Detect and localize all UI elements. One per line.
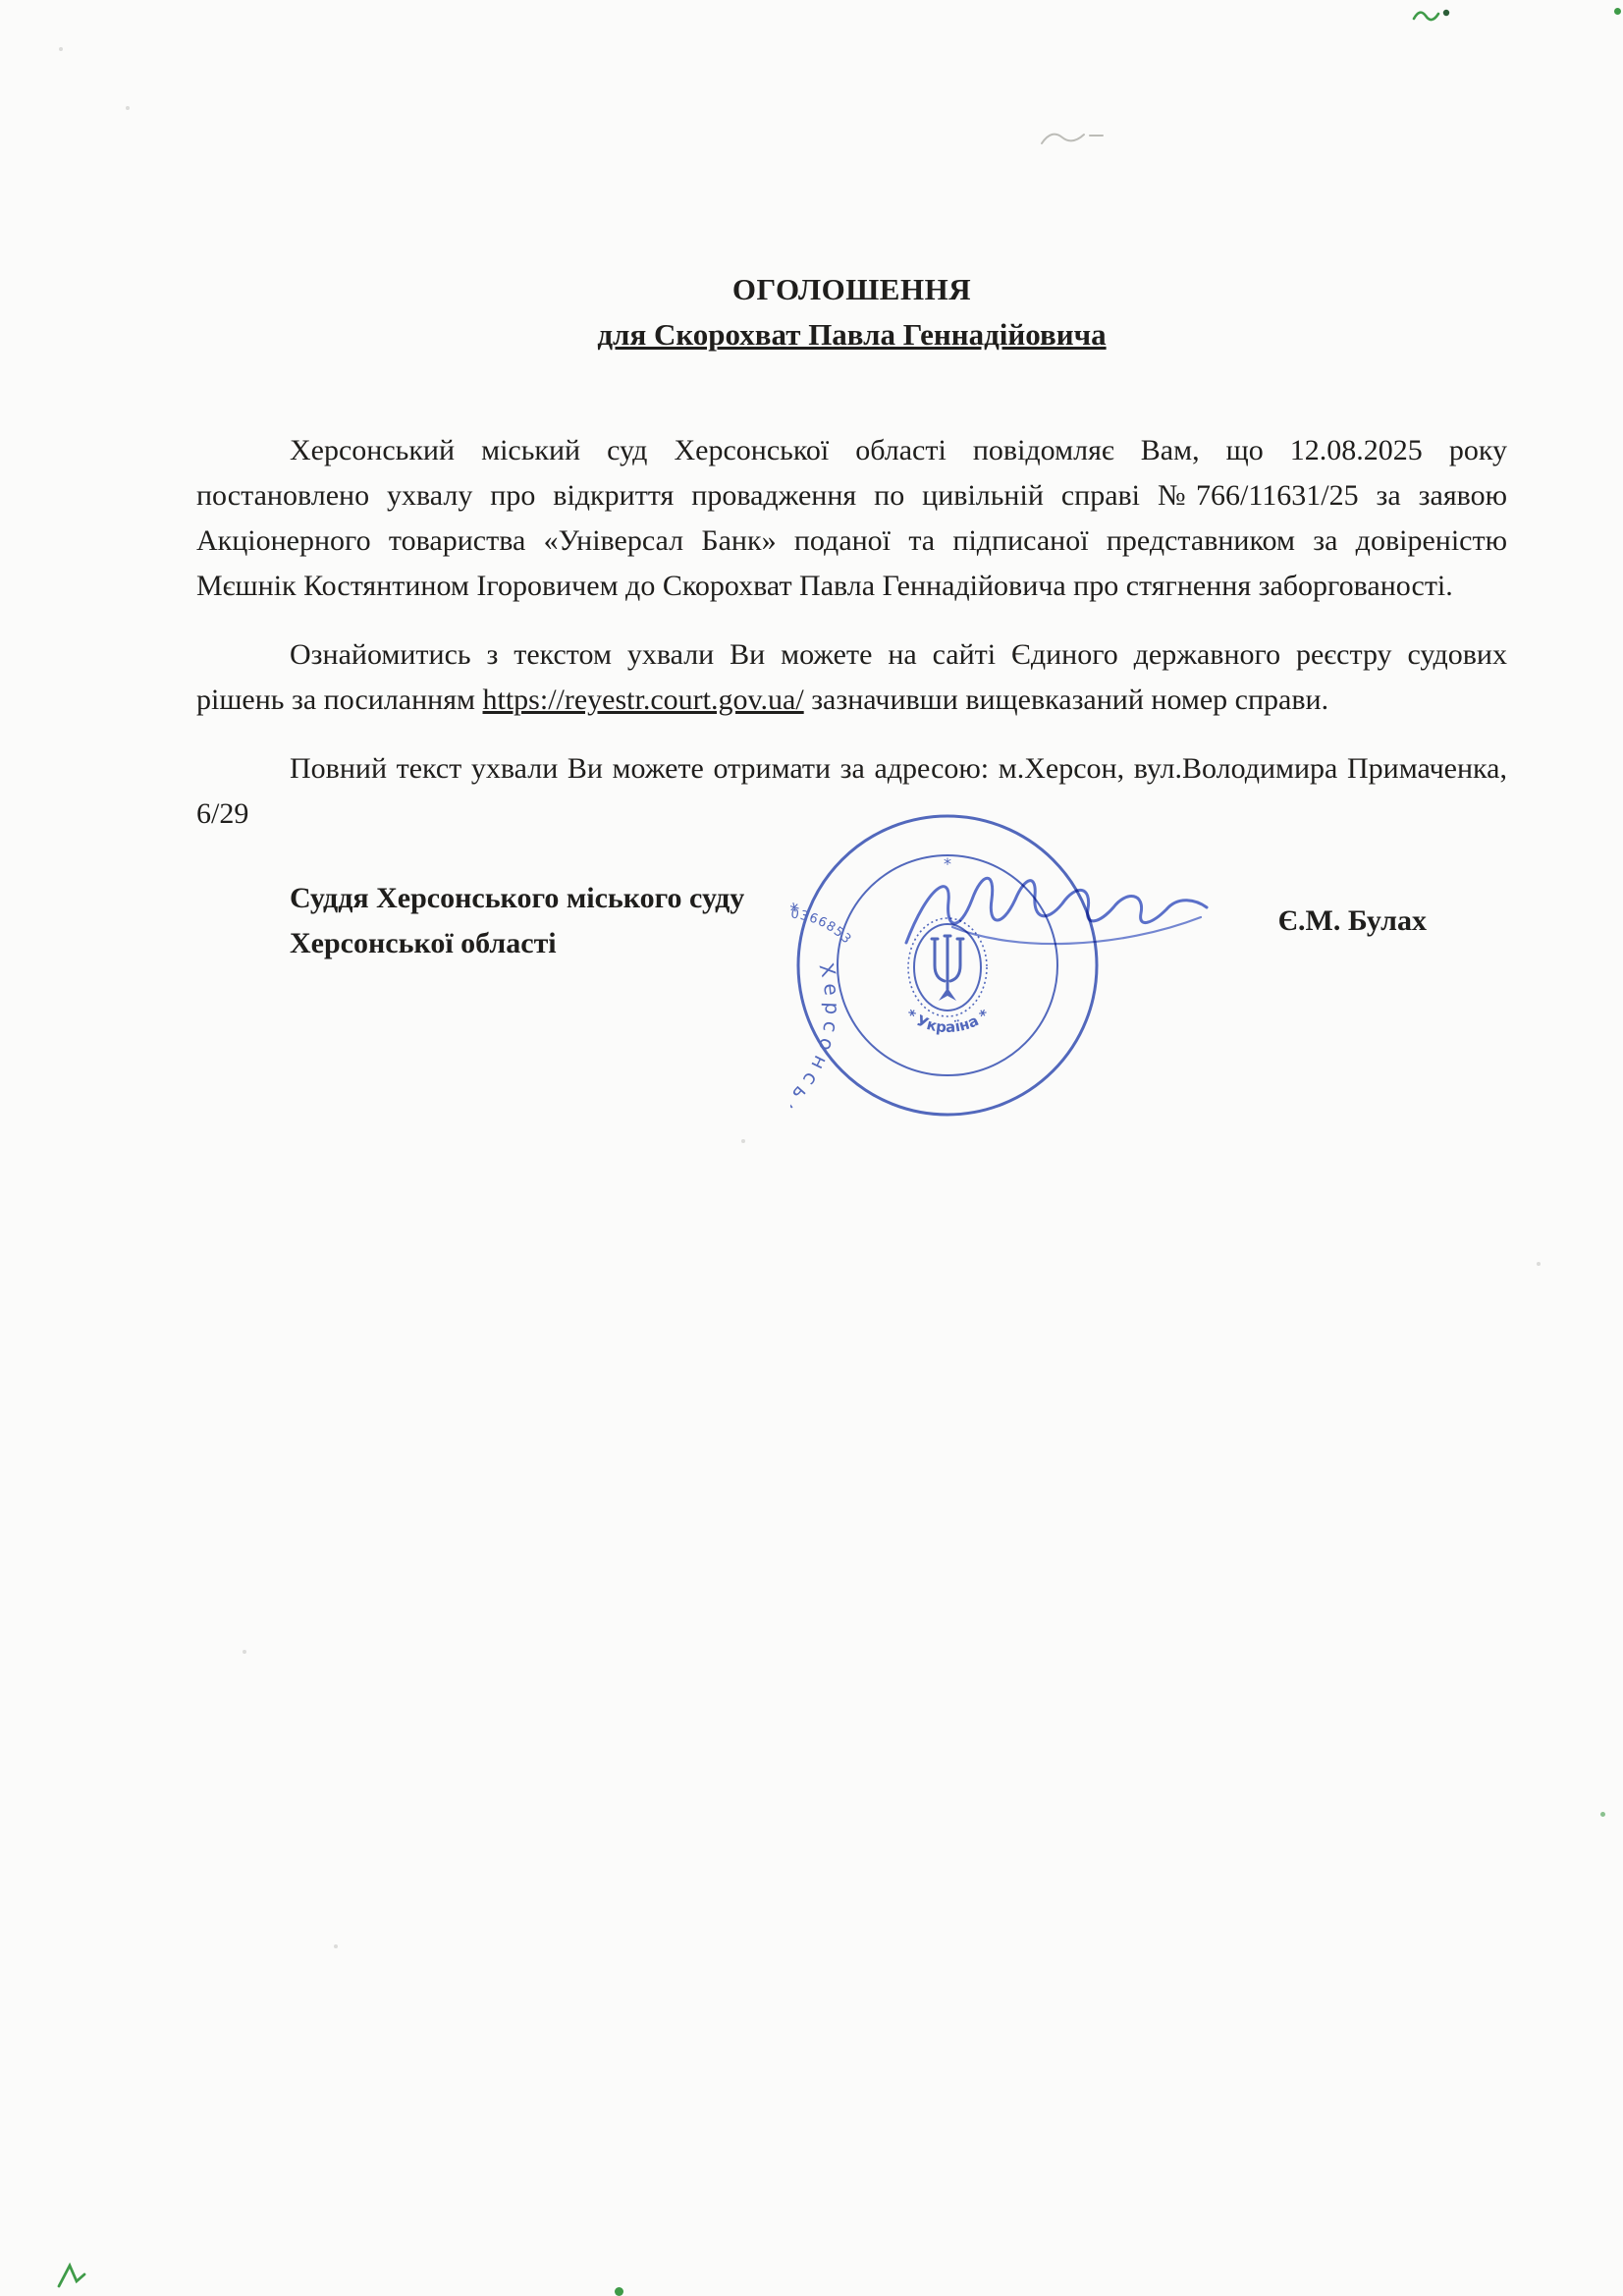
registry-link[interactable]: https://reyestr.court.gov.ua/ xyxy=(482,683,804,716)
registry-text-pre: Ознайомитись з текстом ухвали Ви можете на сайті Єдиного державного реєстру судових рішень за посиланням xyxy=(196,638,1507,716)
judge-role xyxy=(290,876,744,966)
document-subtitle: для Скорохват Павла Геннадійовича xyxy=(597,317,1107,352)
scan-speck xyxy=(334,1944,338,1948)
scan-speck xyxy=(1537,1262,1541,1266)
judge-role-line1: Суддя Херсонського міського суду xyxy=(290,882,745,914)
stamp-id-code-text: 0366853 xyxy=(790,906,855,948)
scan-artifact-green-dot-bottom xyxy=(615,2287,623,2296)
scan-artifact-green-dot-corner xyxy=(1614,8,1621,15)
scan-speck xyxy=(243,1650,246,1654)
document-title: ОГОЛОШЕННЯ xyxy=(731,272,972,306)
signature-block xyxy=(196,876,1507,966)
stamp-outer-text: Херсонс xyxy=(794,960,844,1096)
paragraph-case-info: Херсонський міський суд Херсонської області повідомляє Вам, що 12.08.2025 року постановлено ухвалу про відкриття провадження по цивільній справі №766/11631/25 за заявою Акціонерного товариства «Універсал Банк» поданої та підписаної представником за довіреністю Мєшнік Костянтином Ігоровичем до Скорохват Павла Геннадійовича про стягнення заборгованості. xyxy=(196,434,1507,602)
registry-text-post: зазначивши вищевказаний номер справи. xyxy=(803,683,1329,716)
paragraph-address: Повний текст ухвали Ви можете отримати за адресою: м.Херсон, вул.Володимира Примаченка, 6/29 xyxy=(196,752,1507,830)
judge-role-line2: Херсонської області xyxy=(290,927,557,959)
judge-name: Є.М. Булах xyxy=(1277,904,1427,937)
scan-speck xyxy=(126,106,130,110)
stamp-top-star: * xyxy=(944,854,951,873)
scan-speck xyxy=(741,1139,745,1143)
paragraph-registry xyxy=(196,632,1507,723)
stamp-country-text: * Україна * xyxy=(901,1006,994,1037)
scan-artifact-green-mark-bottom-left xyxy=(55,2261,88,2292)
scan-artifact-green-dot-right xyxy=(1600,1812,1605,1817)
document-body xyxy=(196,0,1507,966)
scan-speck xyxy=(59,47,63,51)
